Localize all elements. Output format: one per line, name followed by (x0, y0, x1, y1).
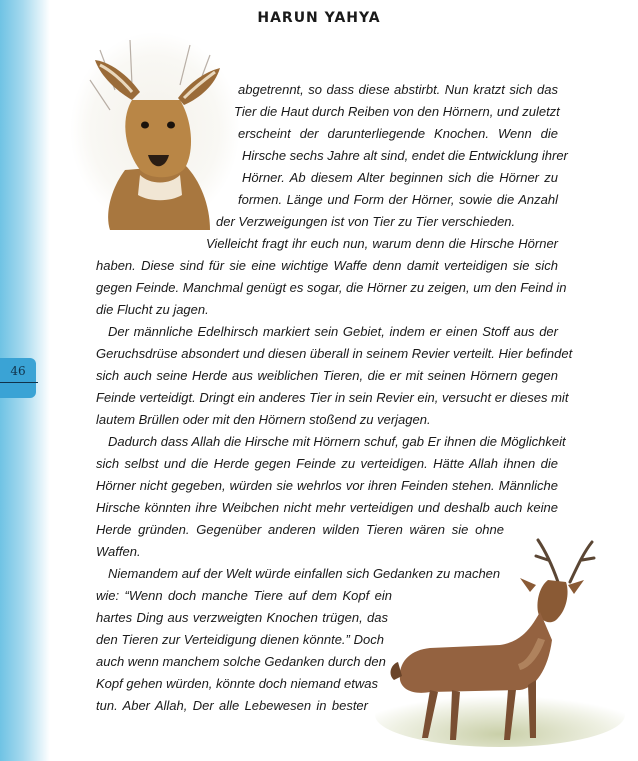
text-line: sich auch seine Herde aus weiblichen Tieren, die er mit seinen Hörnern gegen (96, 368, 558, 383)
text-line: lautem Brüllen oder mit den Hörnern stoßend zu verjagen. (96, 412, 431, 427)
text-line: hartes Ding aus verzweigten Knochen trügen, das (96, 610, 388, 625)
text-line: Niemandem auf der Welt würde einfallen sich Gedanken zu machen (108, 566, 501, 581)
text-line: Hirsche sechs Jahre alt sind, endet die Entwicklung ihrer (242, 148, 568, 163)
text-line: Hörner. Ab diesem Alter beginnen sich die Hörner zu (242, 170, 558, 185)
text-line: Der männliche Edelhirsch markiert sein Gebiet, indem er einen Stoff aus der (108, 324, 558, 339)
text-line: wie: “Wenn doch manche Tiere auf dem Kopf ein (96, 588, 392, 603)
text-line: Tier die Haut durch Reiben von den Hörnern, und zuletzt (234, 104, 560, 119)
text-line: Dadurch dass Allah die Hirsche mit Hörnern schuf, gab Er ihnen die Möglichkeit (108, 434, 566, 449)
text-line: die Flucht zu jagen. (96, 302, 209, 317)
text-line: Waffen. (96, 544, 141, 559)
text-line: den Tieren zur Verteidigung dienen könnte.” Doch (96, 632, 384, 647)
text-line: formen. Länge und Form der Hörner, sowie die Anzahl (238, 192, 558, 207)
text-line: auch wenn manchem solche Gedanken durch den (96, 654, 386, 669)
text-line: Herde gründen. Gegenüber anderen wilden Tieren wären sie ohne (96, 522, 504, 537)
text-line: Feinde verteidigt. Dringt ein anderes Tier in sein Revier ein, versucht er dieses mit (96, 390, 569, 405)
text-line: der Verzweigungen ist von Tier zu Tier verschieden. (216, 214, 516, 229)
text-line: tun. Aber Allah, Der alle Lebewesen in bester (96, 698, 368, 713)
text-line: Hörner nicht gegeben, würden sie wehrlos vor ihren Feinden stehen. Männliche (96, 478, 558, 493)
text-line: Vielleicht fragt ihr euch nun, warum denn die Hirsche Hörner (206, 236, 558, 251)
text-line: gegen Feinde. Manchmal genügt es sogar, die Hörner zu zeigen, um den Feind in (96, 280, 567, 295)
deer-standing-image (370, 530, 625, 750)
page-number: 46 (10, 364, 26, 378)
text-line: Kopf gehen würden, könnte doch niemand etwas (96, 676, 378, 691)
page-number-rule (0, 382, 38, 383)
text-line: Hirsche könnten ihre Weibchen nicht mehr verteidigen und deshalb auch keine (96, 500, 558, 515)
text-line: haben. Diese sind für sie eine wichtige Waffe denn damit verteidigen sie sich (96, 258, 558, 273)
text-line: abgetrennt, so dass diese abstirbt. Nun kratzt sich das (238, 82, 558, 97)
text-line: sich selbst und die Herde gegen Feinde zu verteidigen. Hätte Allah ihnen die (96, 456, 558, 471)
text-line: Geruchsdrüse absondert und diesen überall in seinem Revier verteilt. Hier befindet (96, 346, 573, 361)
running-header: HARUN YAHYA (257, 10, 381, 26)
deer-portrait-image (70, 30, 240, 230)
text-line: erscheint der darunterliegende Knochen. Wenn die (238, 126, 558, 141)
